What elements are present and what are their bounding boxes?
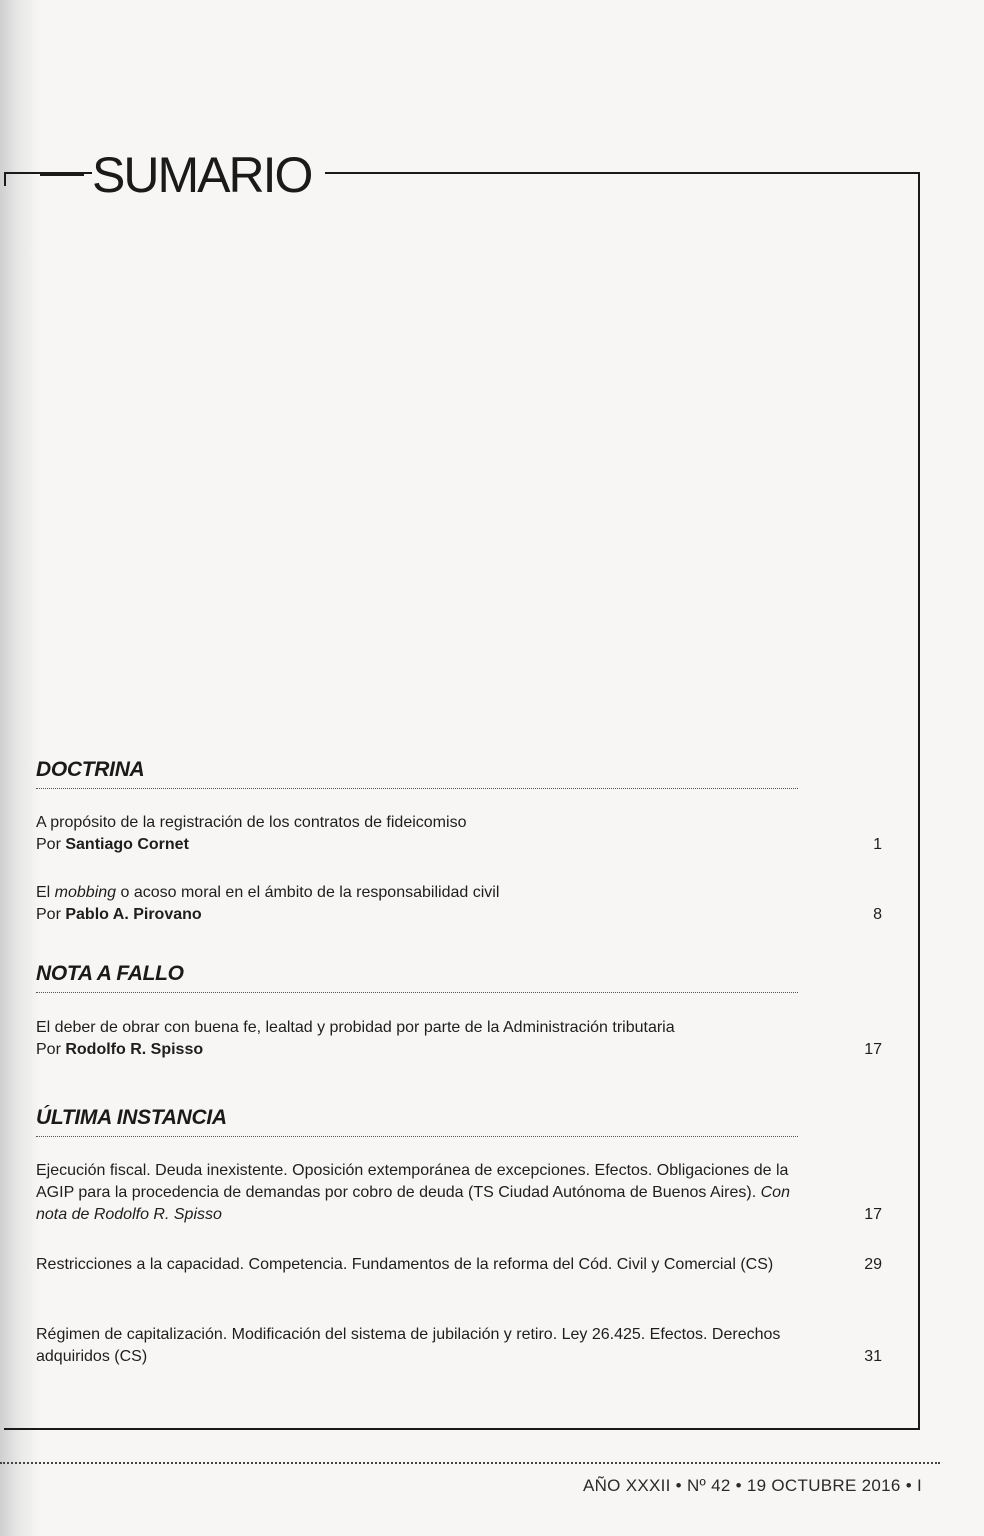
summary-frame: [4, 172, 920, 1430]
entry-author: [36, 904, 882, 926]
author-prefix: Por: [36, 1041, 66, 1058]
toc-entry[interactable]: [36, 1160, 882, 1226]
entry-title: [36, 1160, 806, 1226]
author-prefix: Por: [36, 906, 66, 923]
entry-page-number: 17: [864, 1041, 882, 1058]
toc-entry[interactable]: [36, 1017, 882, 1061]
author-prefix: Por: [36, 836, 66, 853]
entry-title-post: o acoso moral en el ámbito de la responsabilidad civil: [116, 884, 500, 901]
frame-corner: [4, 172, 6, 186]
page-title: SUMARIO: [92, 150, 325, 200]
entry-author: [36, 834, 882, 856]
entry-page-number: 1: [873, 836, 882, 853]
section-doctrina: [36, 758, 798, 789]
entry-title: Régimen de capitalización. Modificación del sistema de jubilación y retiro. Ley 26.425. Efectos. Derechos adquiridos (CS): [36, 1326, 781, 1365]
footer-issue-info: AÑO XXXII • Nº 42 • 19 OCTUBRE 2016 • I: [582, 1476, 922, 1495]
title-block: [40, 148, 325, 202]
section-nota-a-fallo: [36, 962, 798, 993]
entry-title: A propósito de la registración de los contratos de fideicomiso: [36, 814, 467, 831]
footer-dotted-rule: [0, 1462, 940, 1464]
entry-title: El deber de obrar con buena fe, lealtad y probidad por parte de la Administración tributaria: [36, 1019, 675, 1036]
entry-note: Con nota de Rodolfo R. Spisso: [36, 1184, 790, 1223]
entry-page-number: 29: [864, 1256, 882, 1273]
author-name: Rodolfo R. Spisso: [65, 1041, 204, 1058]
title-lead-rule: [40, 174, 84, 176]
entry-page-number: 8: [873, 906, 882, 923]
section-ultima-instancia: [36, 1106, 798, 1137]
section-heading: DOCTRINA: [36, 758, 798, 789]
author-name: Santiago Cornet: [65, 836, 189, 853]
author-name: Pablo A. Pirovano: [65, 906, 202, 923]
entry-title: [36, 882, 806, 904]
entry-title-italic: mobbing: [54, 884, 117, 901]
toc-entry[interactable]: [36, 1254, 882, 1276]
toc-entry[interactable]: [36, 1324, 882, 1368]
entry-title: Restricciones a la capacidad. Competencia. Fundamentos de la reforma del Cód. Civil y Comercial (CS): [36, 1256, 774, 1273]
section-heading: NOTA A FALLO: [36, 962, 798, 993]
entry-page-number: 17: [864, 1206, 882, 1223]
entry-author: [36, 1039, 882, 1061]
section-heading: ÚLTIMA INSTANCIA: [36, 1106, 798, 1137]
entry-page-number: 31: [864, 1348, 882, 1365]
entry-title-pre: El: [36, 884, 55, 901]
toc-entry[interactable]: [36, 882, 882, 926]
toc-entry[interactable]: [36, 812, 882, 856]
entry-title-main: Ejecución fiscal. Deuda inexistente. Oposición extemporánea de excepciones. Efectos. Obligaciones de la AGIP para la procedencia de demandas por cobro de deuda (TS Ciudad Autónoma de Buenos Aires).: [36, 1162, 789, 1201]
